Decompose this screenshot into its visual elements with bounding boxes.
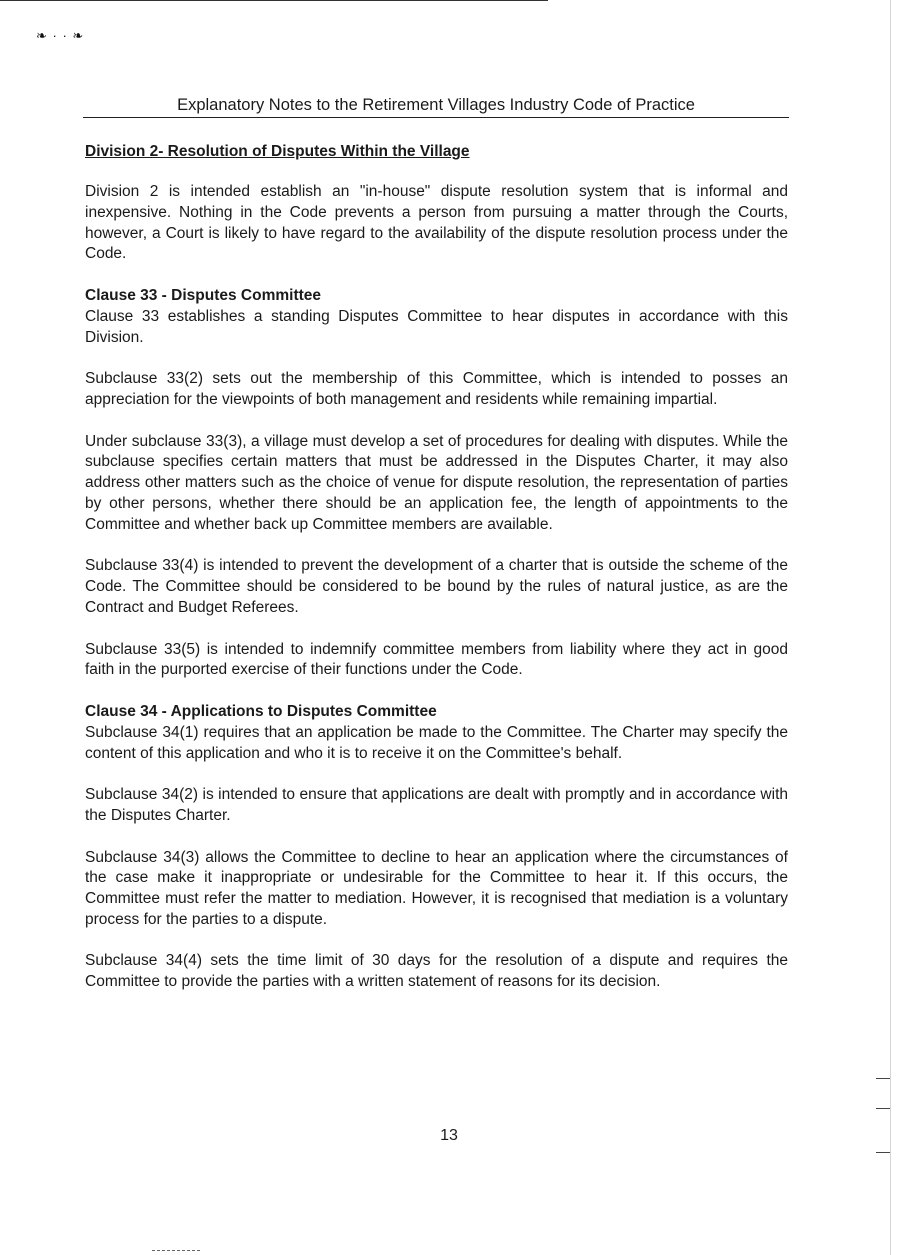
clause-33-heading: Clause 33 - Disputes Committee <box>85 286 322 304</box>
paragraph: Subclause 34(3) allows the Committee to decline to hear an application where the circumstances of the case make it inappropriate or undesirable for the Committee to hear it. If this occurs, the Committee must refer the matter to mediation. However, it is recognised that mediation is a voluntary process for the parties to a dispute. <box>85 848 788 928</box>
edge-mark <box>876 1152 890 1153</box>
division-title: Division 2- Resolution of Disputes Within the Village <box>85 143 470 160</box>
paragraph: Clause 33 establishes a standing Disputes Committee to hear disputes in accordance with this Division. <box>85 307 788 346</box>
paragraph: Subclause 34(4) sets the time limit of 30 days for the resolution of a dispute and requires the Committee to provide the parties with a written statement of reasons for its decision. <box>85 952 788 991</box>
scan-artifact-mark: ❧ · · ❧ <box>36 28 85 43</box>
bottom-edge-rule <box>152 1250 200 1251</box>
running-header: Explanatory Notes to the Retirement Villages Industry Code of Practice <box>83 95 789 118</box>
paragraph: Subclause 34(2) is intended to ensure that applications are dealt with promptly and in accordance with the Disputes Charter. <box>85 786 788 824</box>
paragraph: Subclause 33(5) is intended to indemnify committee members from liability where they act in good faith in the purported exercise of their functions under the Code. <box>85 640 788 679</box>
edge-mark <box>876 1108 890 1109</box>
right-edge-scan-line <box>890 0 893 1255</box>
paragraph: Under subclause 33(3), a village must develop a set of procedures for dealing with disputes. While the subclause specifies certain matters that must be addressed in the Disputes Charter, it may also address other matters such as the choice of venue for dispute resolution, the representation of parties by other persons, whether there should be an application fee, the length of appointments to the Committee and whether back up Committee members are available. <box>85 432 788 533</box>
paragraph: Subclause 33(2) sets out the membership of this Committee, which is intended to posses an appreciation for the viewpoints of both management and residents while remaining impartial. <box>85 370 788 408</box>
intro-paragraph: Division 2 is intended establish an "in-house" dispute resolution system that is informal and inexpensive. Nothing in the Code prevents a person from pursuing a matter through the Courts, however, a Court is likely to have regard to the availability of the dispute resolution process under the Code. <box>85 183 788 263</box>
page-number: 13 <box>440 1127 458 1144</box>
edge-mark <box>876 1078 890 1079</box>
clause-34-heading: Clause 34 - Applications to Disputes Committee <box>85 702 437 720</box>
paragraph: Subclause 34(1) requires that an application be made to the Committee. The Charter may specify the content of this application and who it is to receive it on the Committee's behalf. <box>85 723 788 762</box>
top-edge-rule <box>0 0 548 1</box>
document-body <box>85 141 788 1014</box>
paragraph: Subclause 33(4) is intended to prevent the development of a charter that is outside the scheme of the Code. The Committee should be considered to be bound by the rules of natural justice, as are the Contract and Budget Referees. <box>85 557 788 616</box>
